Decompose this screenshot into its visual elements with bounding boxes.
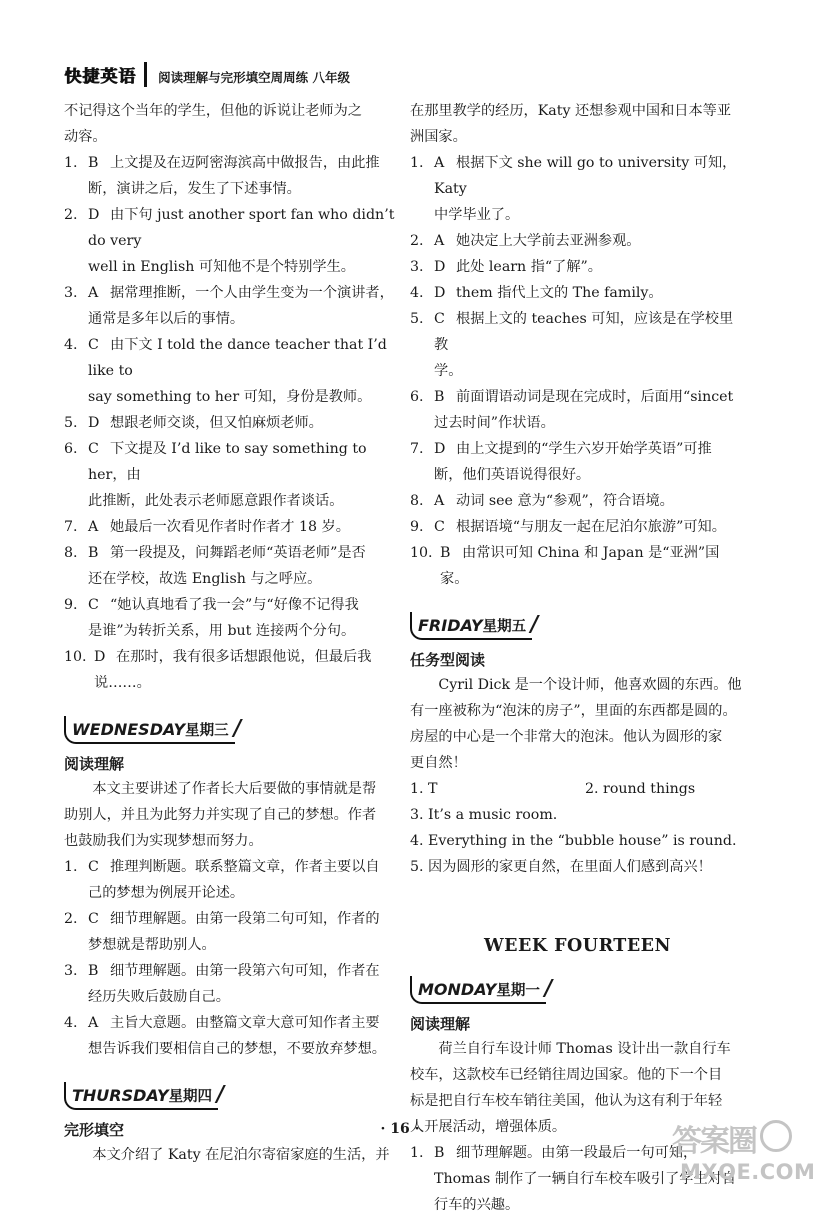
answer-line [64,1036,399,1062]
answer-item [64,1010,399,1062]
item-number: 4. [64,337,78,353]
answer-item [64,514,399,540]
item-number: 3. [64,963,78,979]
answer-line [410,150,745,202]
answer-item [410,436,745,488]
day-name-cn: 星期五 [482,619,527,635]
page-header [64,62,744,86]
answer-line [410,254,745,280]
explanation-text: 中学毕业了。 [434,207,520,223]
explanation-text: 过去时间”作状语。 [434,415,555,431]
paragraph-line: 洲国家。 [410,129,467,145]
section-title: 阅读理解 [410,1015,471,1033]
watermark-circle-icon [760,1120,792,1152]
explanation-text: 想跟老师交谈，但又怕麻烦老师。 [110,415,323,431]
item-number: 1. [64,859,78,875]
right-column [410,98,745,1218]
task-answer-row [410,776,745,802]
answer-letter: A [434,233,445,249]
explanation-text: 断，他们英语说得很好。 [434,467,591,483]
answer-line [64,410,399,436]
answer-line [410,514,745,540]
task-answer-5: 5. 因为圆形的家更自然，在里面人们感到高兴！ [410,859,712,875]
explanation-text: 据常理推断，一个人由学生变为一个演讲者， [110,285,394,301]
answer-item [410,228,745,254]
section-title: 阅读理解 [64,755,125,773]
paragraph-line: 也鼓励我们为实现梦想而努力。 [64,833,263,849]
answer-item [64,906,399,958]
answer-letter: C [88,337,99,353]
explanation-text: them 指代上文的 The family。 [456,285,663,301]
paragraph-line: 助别人，并且为此努力并实现了自己的梦想。作者 [64,807,377,823]
explanation-text: 是谁”为转折关系，用 but 连接两个分句。 [88,623,356,639]
paragraph-line: 本文主要讲述了作者长大后要做的事情就是帮 [92,781,377,797]
answer-letter: A [434,155,445,171]
answer-line [410,410,745,436]
answer-line [410,384,745,410]
answer-line [410,540,745,592]
explanation-text: “她认真地看了我一会”与“好像不记得我 [110,597,359,613]
explanation-text: well in English 可知他不是个特别学生。 [88,259,355,275]
answer-letter: D [434,441,446,457]
answer-line [64,644,399,670]
task-answer-row [410,802,745,828]
watermark-logo [672,1116,815,1192]
explanation-text: 通常是多年以后的事情。 [88,311,245,327]
answer-line [64,514,399,540]
paragraph-line: 不记得这个当年的学生，但他的诉说让老师为之 [64,103,362,119]
answer-item [64,436,399,514]
explanation-text: 由常识可知 China 和 Japan 是“亚洲”国家。 [440,545,720,587]
explanation-text: 由上文提到的“学生六岁开始学英语”可推 [456,441,712,457]
monday-banner [410,976,745,1006]
explanation-text: 经历失败后鼓励自己。 [88,989,230,1005]
answer-item [410,384,745,436]
answer-line [64,854,399,880]
day-name-cn: 星期一 [496,983,540,999]
section-title: 任务型阅读 [410,651,486,669]
answer-line [64,436,399,488]
explanation-text: Thomas 制作了一辆自行车校车吸引了学生对自 [434,1171,737,1187]
task-answer-3: 3. It’s a music room. [410,807,558,823]
day-name-en: WEDNESDAY [72,720,186,739]
answer-letter: D [88,207,100,223]
answer-line [410,436,745,462]
answer-item [410,254,745,280]
banner-frame [410,976,546,1004]
answer-item [64,540,399,592]
answer-letter: A [88,519,99,535]
answer-line [64,618,399,644]
item-number: 8. [64,545,78,561]
item-number: 10. [410,545,433,561]
answer-item [64,644,399,696]
answer-line [64,384,399,410]
answer-letter: A [88,1015,99,1031]
paragraph-line: Cyril Dick 是一个设计师，他喜欢圆的东西。他 [438,677,742,693]
paragraph-line: 动容。 [64,129,107,145]
answer-line [64,984,399,1010]
answer-line [410,306,745,358]
banner-slash-icon: / [213,1082,227,1107]
answer-line [64,540,399,566]
watermark-text: 答案圈 [672,1124,756,1159]
item-number: 5. [410,311,424,327]
explanation-text: 上文提及在迈阿密海滨高中做报告，由此推 [110,155,380,171]
answer-line [64,202,399,254]
answer-line [64,306,399,332]
item-number: 10. [64,649,87,665]
paragraph-line: 荷兰自行车设计师 Thomas 设计出一款自行车 [438,1041,731,1057]
answer-item [64,332,399,410]
answer-letter: D [434,259,446,275]
explanation-text: 细节理解题。由第一段最后一句可知， [456,1145,698,1161]
item-number: 3. [410,259,424,275]
left-column [64,98,399,1168]
explanation-text: 行车的兴趣。 [434,1197,520,1213]
thursday-banner [64,1082,399,1112]
item-number: 2. [64,207,78,223]
answer-item [410,488,745,514]
answer-letter: B [88,545,99,561]
explanation-text: 她最后一次看见作者时作者才 18 岁。 [110,519,350,535]
item-number: 1. [410,155,424,171]
day-name-en: THURSDAY [72,1086,169,1105]
day-name-en: MONDAY [418,980,497,999]
answer-letter: A [88,285,99,301]
item-number: 4. [64,1015,78,1031]
brand-title: 快捷英语 [64,62,147,87]
answer-line [410,202,745,228]
answer-line [410,358,745,384]
answer-line [64,958,399,984]
paragraph-line: 在那里教学的经历，Katy 还想参观中国和日本等亚 [410,103,732,119]
answer-letter: C [434,519,445,535]
explanation-text: 根据下文 she will go to university 可知，Katy [434,155,737,197]
item-number: 3. [64,285,78,301]
header-subtitle: 阅读理解与完形填空周周练 八年级 [158,70,350,85]
answer-letter: B [434,1145,445,1161]
answer-letter: D [434,285,446,301]
answer-line [64,176,399,202]
paragraph-line: 标是把自行车校车销往美国，他认为这有利于年轻 [410,1093,723,1109]
explanation-text: 推理判断题。联系整篇文章，作者主要以自 [110,859,380,875]
task-answer-1: 1. T [410,781,438,797]
answer-line [64,254,399,280]
task-answer-row [410,828,745,854]
answer-letter: D [94,649,106,665]
explanation-text: 在那时，我有很多话想跟他说，但最后我 [116,649,372,665]
answer-line [64,150,399,176]
item-number: 6. [64,441,78,457]
banner-frame [64,716,235,744]
task-answer-row [410,854,745,880]
item-number: 1. [410,1145,424,1161]
item-number: 8. [410,493,424,509]
wednesday-banner [64,716,399,746]
answer-line [64,670,399,696]
answer-line [410,228,745,254]
answer-item [410,514,745,540]
answer-letter: D [88,415,100,431]
item-number: 9. [64,597,78,613]
answer-item [64,280,399,332]
explanation-text: 此处 learn 指“了解”。 [456,259,602,275]
answer-line [64,280,399,306]
banner-frame [64,1082,218,1110]
explanation-text: 下文提及 I’d like to say something to her，由 [88,441,367,483]
banner-slash-icon: / [541,976,555,1001]
answer-item [64,854,399,906]
explanation-text: 断，演讲之后，发生了下述事情。 [88,181,301,197]
page-number: · 16 · [380,1121,420,1137]
item-number: 2. [64,911,78,927]
answer-line [410,1192,745,1218]
answer-line [410,488,745,514]
banner-slash-icon: / [230,716,243,741]
answer-item [410,306,745,384]
explanation-text: 细节理解题。由第一段第六句可知，作者在 [110,963,380,979]
item-number: 5. [64,415,78,431]
item-number: 7. [410,441,424,457]
watermark-url: MXQE.COM [680,1160,815,1184]
explanation-text: 说……。 [94,675,151,691]
answer-line [64,906,399,932]
explanation-text: 己的梦想为例展开论述。 [88,885,245,901]
answer-line [410,280,745,306]
answer-item [410,150,745,228]
answer-letter: B [88,155,99,171]
explanation-text: 根据语境“与朋友一起在尼泊尔旅游”可知。 [456,519,726,535]
explanation-text: say something to her 可知，身份是教师。 [88,389,372,405]
answer-line [64,880,399,906]
explanation-text: 由下句 just another sport fan who didn’t do very [88,207,395,249]
answer-letter: C [88,911,99,927]
explanation-text: 她决定上大学前去亚洲参观。 [456,233,641,249]
answer-line [64,1010,399,1036]
explanation-text: 由下文 I told the dance teacher that I’d like to [88,337,387,379]
explanation-text: 细节理解题。由第一段第二句可知，作者的 [110,911,380,927]
explanation-text: 想告诉我们要相信自己的梦想，不要放弃梦想。 [88,1041,386,1057]
item-number: 2. [410,233,424,249]
answer-letter: A [434,493,445,509]
answer-line [64,488,399,514]
explanation-text: 此推断，此处表示老师愿意跟作者谈话。 [88,493,344,509]
answer-item [64,958,399,1010]
banner-frame [410,612,532,640]
explanation-text: 第一段提及，问舞蹈老师“英语老师”是否 [110,545,366,561]
day-name-cn: 星期四 [168,1089,213,1105]
task-answer-2: 2. round things [585,781,696,797]
explanation-text: 梦想就是帮助别人。 [88,937,216,953]
paragraph-line: 人开展活动，增强体质。 [410,1119,567,1135]
item-number: 1. [64,155,78,171]
explanation-text: 根据上文的 teaches 可知，应该是在学校里教 [434,311,734,353]
day-name-en: FRIDAY [418,616,483,635]
answer-letter: B [440,545,451,561]
friday-banner [410,612,745,642]
explanation-text: 前面谓语动词是现在完成时，后面用“sincet [456,389,734,405]
answer-letter: C [88,859,99,875]
item-number: 4. [410,285,424,301]
explanation-text: 还在学校，故选 English 与之呼应。 [88,571,322,587]
explanation-text: 学。 [434,363,463,379]
answer-letter: C [434,311,445,327]
answer-line [410,462,745,488]
section-title: 完形填空 [64,1121,125,1139]
paragraph-line: 房屋的中心是一个非常大的泡沫。他认为圆形的家 [410,729,723,745]
answer-line [64,566,399,592]
explanation-text: 主旨大意题。由整篇文章大意可知作者主要 [110,1015,380,1031]
paragraph-line: 校车，这款校车已经销往周边国家。他的下一个目 [410,1067,723,1083]
answer-letter: C [88,597,99,613]
answer-letter: B [88,963,99,979]
item-number: 6. [410,389,424,405]
paragraph-line: 更自然！ [410,755,467,771]
task-answer-4: 4. Everything in the “bubble house” is round. [410,833,737,849]
answer-item [410,540,745,592]
item-number: 9. [410,519,424,535]
week-title: WEEK FOURTEEN [484,936,671,956]
answer-line [64,332,399,384]
explanation-text: 动词 see 意为“参观”，符合语境。 [456,493,674,509]
answer-letter: C [88,441,99,457]
answer-item [64,410,399,436]
item-number: 7. [64,519,78,535]
answer-line [64,592,399,618]
answer-item [64,592,399,644]
paragraph-line: 有一座被称为“泡沫的房子”，里面的东西都是圆的。 [410,703,737,719]
paragraph-line: 本文介绍了 Katy 在尼泊尔寄宿家庭的生活，并 [92,1147,390,1163]
answer-item [64,150,399,202]
answer-item [410,280,745,306]
answer-letter: B [434,389,445,405]
banner-slash-icon: / [528,612,541,637]
answer-item [64,202,399,280]
answer-line [64,932,399,958]
day-name-cn: 星期三 [185,723,229,739]
